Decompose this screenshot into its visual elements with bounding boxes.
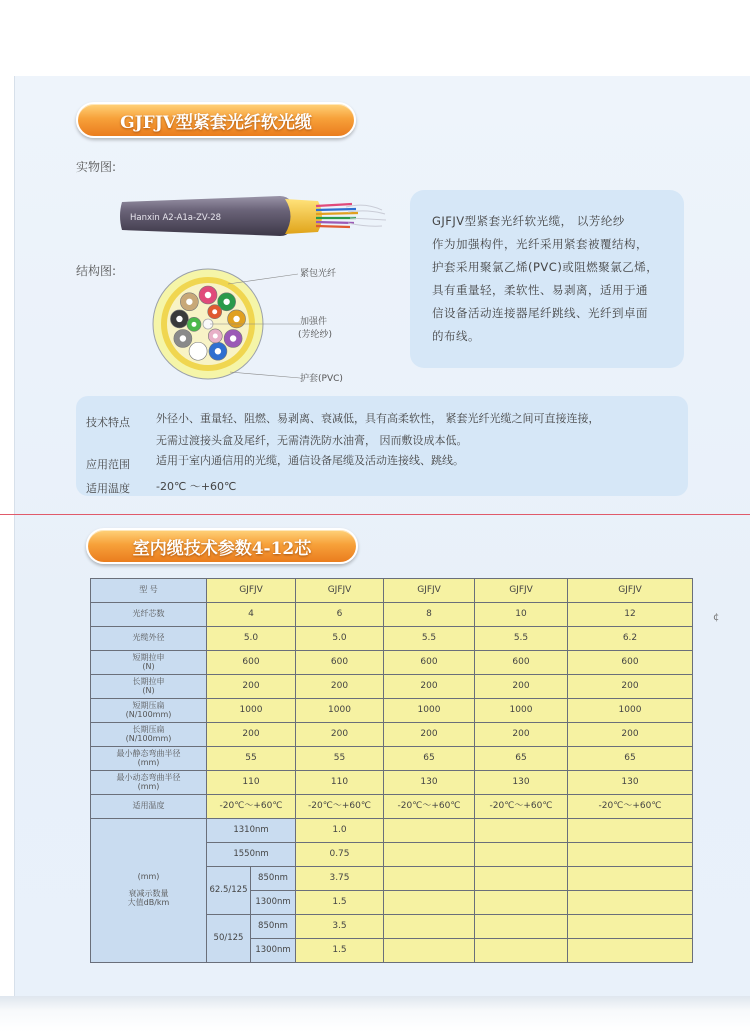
param-value-cell: -20℃～+60℃ (207, 795, 296, 819)
model-header: 型 号 (91, 579, 207, 603)
cable-cross-section (150, 262, 390, 392)
param-label-cell (91, 603, 207, 627)
param-value-cell: 200 (475, 675, 568, 699)
param-label-cell (91, 747, 207, 771)
param-label: 光缆外径 (132, 633, 165, 643)
callout-tight-fiber: 紧包光纤 (300, 269, 337, 279)
value-850: 3.5 (296, 915, 384, 939)
description-box (410, 190, 684, 368)
param-value-cell: 200 (207, 675, 296, 699)
application-text: 适用于室内通信用的光缆，通信设备尾缆及活动连接线、跳线。 (156, 454, 464, 467)
page-bottom-edge (0, 996, 750, 1032)
param-value-cell: 200 (475, 723, 568, 747)
fiber-type-62-5: 62.5/125 (207, 867, 251, 915)
section-divider-line (0, 514, 750, 515)
param-value-cell: 200 (568, 723, 693, 747)
param-value-cell: 200 (384, 675, 475, 699)
fiber-core (213, 333, 218, 338)
table-row (91, 579, 693, 603)
fiber-core (212, 309, 217, 314)
param-unit: (mm) (137, 781, 160, 791)
section1-title-banner (76, 102, 356, 138)
wavelength-1310: 1310nm (207, 819, 296, 843)
param-unit: (mm) (137, 757, 160, 767)
param-value-cell: 110 (296, 771, 384, 795)
param-value-cell: 200 (207, 723, 296, 747)
value-850: 3.75 (296, 867, 384, 891)
callout-strength-member: 加强件 (300, 317, 328, 327)
description-line: 作为加强构件，光纤采用紧套被覆结构， (432, 237, 648, 251)
callout-aramid: (芳纶纱) (298, 330, 333, 340)
param-label-cell (91, 699, 207, 723)
param-label-cell (91, 651, 207, 675)
description-line: 护套采用聚氯乙烯(PVC)或阻燃聚氯乙烯， (432, 260, 659, 274)
param-value-cell: 130 (384, 771, 475, 795)
param-value-cell: 6 (296, 603, 384, 627)
model-cell: GJFJV (296, 579, 384, 603)
param-value-cell: 200 (296, 675, 384, 699)
description-line: 信设备活动连接器尾纤跳线、光纤到卓面 (432, 306, 648, 320)
table-row (91, 771, 693, 795)
wavelength-850: 850nm (251, 867, 296, 891)
param-value-cell: -20℃～+60℃ (384, 795, 475, 819)
fiber-core (176, 316, 182, 322)
param-value-cell: 600 (568, 651, 693, 675)
temperature-text: -20℃ ～+60℃ (156, 480, 237, 493)
value-1310: 1.0 (296, 819, 384, 843)
fiber-core (186, 299, 192, 305)
application-label: 应用范围 (86, 458, 130, 471)
param-value-cell: 10 (475, 603, 568, 627)
attenuation-label2: 大值dB/km (127, 897, 170, 907)
tech-features-line2: 无需过渡接头盒及尾纤，无需清洗防水油膏， 因而敷设成本低。 (156, 434, 468, 447)
photo-label: 实物图: (76, 160, 117, 174)
table-row (91, 603, 693, 627)
param-value-cell: 8 (384, 603, 475, 627)
spec-table (90, 578, 693, 963)
param-unit: (N) (142, 685, 155, 695)
param-value-cell: 200 (296, 723, 384, 747)
section1-title: GJFJV型紧套光纤软光缆 (120, 112, 312, 133)
table-row (91, 723, 693, 747)
attenuation-unit: (mm) (137, 872, 160, 882)
attenuation-label1: 衰减示数量 (128, 889, 169, 899)
param-value-cell: 65 (384, 747, 475, 771)
table-row (91, 795, 693, 819)
description-line: GJFJV型紧套光纤软光缆， 以芳纶纱 (432, 214, 625, 228)
table-row (91, 651, 693, 675)
attenuation-label-cell (91, 819, 207, 963)
model-cell: GJFJV (384, 579, 475, 603)
param-value-cell: -20℃～+60℃ (296, 795, 384, 819)
param-label-cell (91, 771, 207, 795)
param-unit: (N) (142, 661, 155, 671)
model-cell: GJFJV (207, 579, 296, 603)
callout-jacket: 护套(PVC) (300, 374, 343, 384)
value-1300: 1.5 (296, 939, 384, 963)
param-label-cell (91, 795, 207, 819)
temperature-label: 适用温度 (86, 482, 130, 495)
fiber-core (205, 292, 211, 298)
section2-title-banner (86, 528, 358, 564)
param-value-cell: 130 (568, 771, 693, 795)
param-value-cell: 1000 (384, 699, 475, 723)
param-label-cell (91, 627, 207, 651)
param-value-cell: 5.0 (296, 627, 384, 651)
table-row (91, 747, 693, 771)
param-label: 最小动态弯曲半径 (116, 772, 181, 782)
fiber-core (223, 299, 229, 305)
param-value-cell: 600 (207, 651, 296, 675)
param-value-cell: 130 (475, 771, 568, 795)
model-cell: GJFJV (568, 579, 693, 603)
param-label: 短期压扁 (132, 700, 165, 710)
param-label: 短期拉申 (132, 652, 165, 662)
param-label: 最小静态弯曲半径 (116, 748, 181, 758)
param-value-cell: 65 (475, 747, 568, 771)
param-value-cell: 65 (568, 747, 693, 771)
value-1550: 0.75 (296, 843, 384, 867)
param-value-cell: 55 (207, 747, 296, 771)
param-value-cell: 1000 (296, 699, 384, 723)
description-line: 的布线。 (432, 329, 480, 343)
param-unit: (N/100mm) (125, 733, 172, 743)
fiber-core (180, 335, 186, 341)
tech-features-line1: 外径小、重量轻、阻燃、易剥离、衰减低，具有高柔软性， 紧套光纤光缆之间可直接连接， (156, 412, 600, 425)
fiber-core (195, 348, 201, 354)
fiber-core (215, 348, 221, 354)
table-row (91, 699, 693, 723)
tech-features-label: 技术特点 (86, 416, 130, 429)
param-value-cell: 55 (296, 747, 384, 771)
param-value-cell: -20℃～+60℃ (475, 795, 568, 819)
param-label: 长期压扁 (132, 724, 165, 734)
model-cell: GJFJV (475, 579, 568, 603)
param-value-cell: 1000 (207, 699, 296, 723)
margin-mark: ¢ (713, 612, 720, 623)
param-value-cell: 200 (568, 675, 693, 699)
param-label: 光纤芯数 (132, 609, 165, 619)
description-line: 具有重量轻，柔软性、易剥离，适用于通 (432, 283, 648, 297)
section2-title: 室内缆技术参数4-12芯 (132, 538, 312, 559)
param-value-cell: 6.2 (568, 627, 693, 651)
fiber-core (233, 316, 239, 322)
fiber-core (230, 335, 236, 341)
param-value-cell: 5.5 (384, 627, 475, 651)
cable-print-text: Hanxin A2-A1a-ZV-28 (130, 213, 222, 223)
table-row (91, 675, 693, 699)
param-label: 长期拉申 (132, 676, 165, 686)
param-value-cell: 200 (384, 723, 475, 747)
cable-photo (120, 192, 390, 242)
param-value-cell: 12 (568, 603, 693, 627)
param-value-cell: 5.5 (475, 627, 568, 651)
wavelength-1550: 1550nm (207, 843, 296, 867)
value-1300: 1.5 (296, 891, 384, 915)
param-value-cell: 600 (384, 651, 475, 675)
param-value-cell: 4 (207, 603, 296, 627)
structure-label: 结构图: (76, 264, 117, 278)
table-row (91, 627, 693, 651)
param-value-cell: 5.0 (207, 627, 296, 651)
param-label-cell (91, 675, 207, 699)
wavelength-1300: 1300nm (251, 891, 296, 915)
param-value-cell: 1000 (475, 699, 568, 723)
fiber-core (192, 322, 197, 327)
param-value-cell: 600 (296, 651, 384, 675)
param-value-cell: 600 (475, 651, 568, 675)
param-value-cell: 1000 (568, 699, 693, 723)
param-label: 适用温度 (132, 801, 165, 811)
fiber-type-50: 50/125 (207, 915, 251, 963)
param-label-cell (91, 723, 207, 747)
param-value-cell: 110 (207, 771, 296, 795)
wavelength-850: 850nm (251, 915, 296, 939)
param-value-cell: -20℃～+60℃ (568, 795, 693, 819)
param-unit: (N/100mm) (125, 709, 172, 719)
wavelength-1300: 1300nm (251, 939, 296, 963)
attenuation-row (91, 819, 693, 843)
